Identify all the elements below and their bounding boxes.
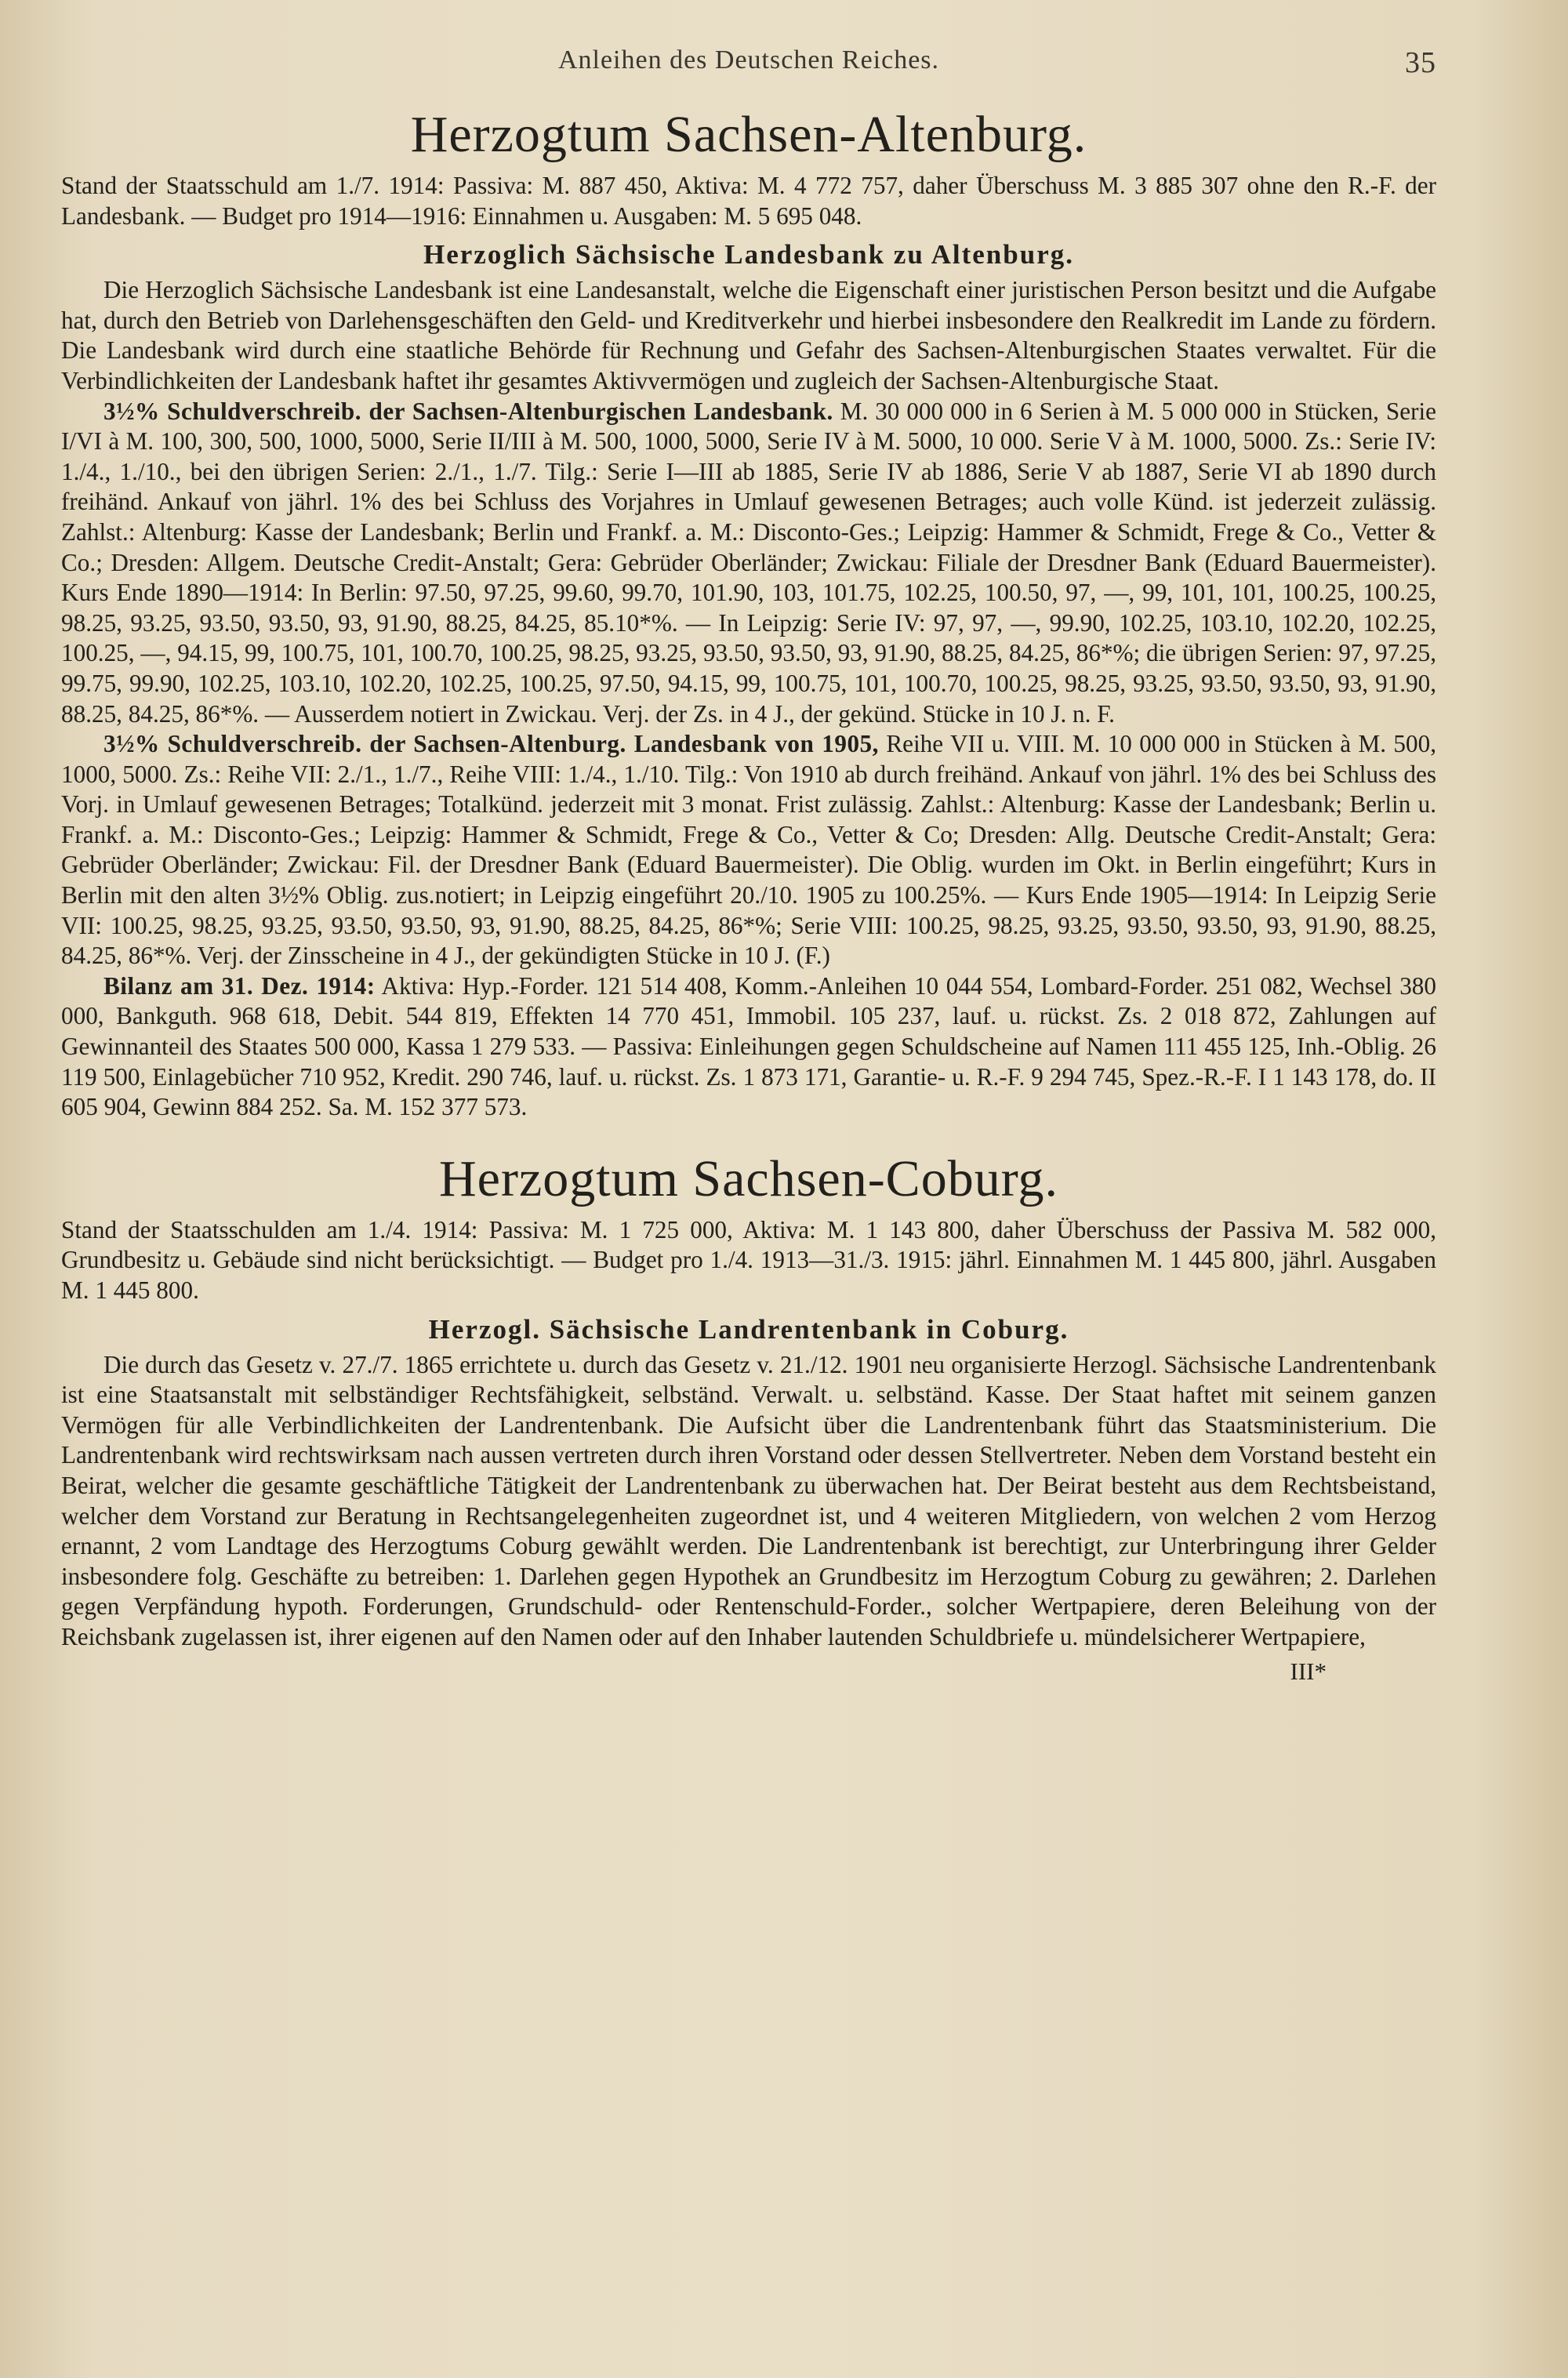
page-number: 35 xyxy=(1405,46,1436,79)
signature-mark: III* xyxy=(1290,1657,1327,1685)
loan-entry-1 xyxy=(61,397,1436,730)
running-head xyxy=(61,45,1436,85)
bank-description-altenburg: Die Herzoglich Sächsische Landesbank ist eine Landesanstalt, welche die Eigenschaft einer juristischen Person besitzt und die Aufgabe hat, durch den Betrieb von Darlehensgeschäften den Geld- und Kreditverkehr und hierbei insbesondere den Realkredit im Lande zu fördern. Die Landesbank wird durch eine staatliche Behörde für Rechnung und Gefahr des Sachsen-Altenburgischen Staates verwaltet. Für die Verbindlichkeiten der Landesbank haftet ihr gesamtes Aktivvermögen und zugleich der Sachsen-Altenburgische Staat. xyxy=(61,276,1436,394)
loan-entry-2 xyxy=(61,729,1436,971)
bank-heading-coburg: Herzogl. Sächsische Landrentenbank in Coburg. xyxy=(428,1313,1069,1345)
bank-description-coburg: Die durch das Gesetz v. 27./7. 1865 errichtete u. durch das Gesetz v. 21./12. 1901 neu organisierte Herzogl. Sächsische Landrentenbank ist eine Staatsanstalt mit selbständiger Rechtsfähigkeit, selbständ. Verwalt. u. selbständ. Kasse. Der Staat haftet mit seinem ganzen Vermögen für alle Verbindlichkeiten der Landrentenbank. Die Aufsicht über die Landrentenbank führt das Staatsministerium. Die Landrentenbank wird rechtswirksam nach aussen vertreten durch ihren Vorstand oder dessen Stellvertreter. Neben dem Vorstand besteht ein Beirat, welcher die gesamte geschäftliche Tätigkeit der Landrentenbank zu überwachen hat. Der Beirat besteht aus dem Rechtsbeistand, welcher dem Vorstand zur Beratung in Rechtsangelegenheiten zugeordnet ist, und 4 weiteren Mitgliedern, von welchen 2 vom Herzog ernannt, 2 vom Landtage des Herzogtums Coburg gewählt werden. Die Landrentenbank ist berechtigt, zur Unterbringung ihrer Gelder insbesondere folg. Geschäfte zu betreiben: 1. Darlehen gegen Hypothek an Grundbesitz im Herzogtum Coburg zu gewähren; 2. Darlehen gegen Verpfändung hypoth. Forderungen, Grundschuld- oder Rentenschuld-Forder., solcher Wertpapiere, deren Beleihung von der Reichsbank zugelassen ist, ihrer eigenen auf den Namen oder auf den Inhaber lautenden Schuldbriefe u. mündelsicherer Wertpapiere, xyxy=(61,1350,1436,1650)
balance-entry-title: Bilanz am 31. Dez. 1914: xyxy=(103,971,376,1000)
running-title: Anleihen des Deutschen Reiches. xyxy=(557,45,940,74)
loan-entry-2-title: 3½% Schuldverschreib. der Sachsen-Altenburg. Landesbank von 1905, xyxy=(103,730,879,758)
bank-heading-altenburg: Herzoglich Sächsische Landesbank zu Altenburg. xyxy=(423,239,1074,270)
section-title-coburg: Herzogtum Sachsen-Coburg. xyxy=(439,1149,1058,1207)
loan-entry-1-text: M. 30 000 000 in 6 Serien à M. 5 000 000 in Stücken, Serie I/VI à M. 100, 300, 500, 1000, 5000, Serie II/III à M. 500, 1000, 5000, Serie IV à M. 5000, 10 000. Serie V à M. 1000, 5000. Zs.: Serie IV: 1./4., 1./10., bei den übrigen Serien: 2./1., 1./7. Tilg.: Serie I—III ab 1885, Serie IV ab 1886, Serie V ab 1887, Serie VI ab 1890 durch freihänd. Ankauf von jährl. 1% des bei Schluss des Vorjahres in Umlauf gewesenen Betrages; auch volle Künd. ist jederzeit zulässig. Zahlst.: Altenburg: Kasse der Landesbank; Berlin und Frankf. a. M.: Disconto-Ges.; Leipzig: Hammer & Schmidt, Frege & Co., Vetter & Co.; Dresden: Allgem. Deutsche Credit-Anstalt; Gera: Gebrüder Oberländer; Zwickau: Filiale der Dresdner Bank (Eduard Bauermeister). Kurs Ende 1890—1914: In Berlin: 97.50, 97.25, 99.60, 99.70, 101.90, 103, 101.75, 102.25, 100.50, 97, —, 99, 101, 101, 100.25, 100.25, 98.25, 93.25, 93.50, 93.50, 93, 91.90, 88.25, 84.25, 85.10*%. — In Leipzig: Serie IV: 97, 97, —, 99.90, 102.25, 103.10, 102.20, 102.25, 100.25, —, 94.15, 99, 100.75, 101, 100.70, 100.25, 98.25, 93.25, 93.50, 93.50, 93, 91.90, 88.25, 84.25, 86*%; die übrigen Serien: 97, 97.25, 99.75, 99.90, 102.25, 103.10, 102.20, 102.25, 100.25, 97.50, 94.15, 99, 100.75, 101, 100.70, 100.25, 98.25, 93.25, 93.50, 93.50, 93, 91.90, 88.25, 84.25, 86*%. — Ausserdem notiert in Zwickau. Verj. der Zs. in 4 J., der gekünd. Stücke in 10 J. n. F. xyxy=(61,397,1436,728)
section-title-altenburg: Herzogtum Sachsen-Altenburg. xyxy=(410,106,1087,163)
debt-status-altenburg: Stand der Staatsschuld am 1./7. 1914: Passiva: M. 887 450, Aktiva: M. 4 772 757, daher Überschuss M. 3 885 307 ohne den R.-F. der Landesbank. — Budget pro 1914—1916: Einnahmen u. Ausgaben: M. 5 695 048. xyxy=(61,172,1436,230)
loan-entry-2-text: Reihe VII u. VIII. M. 10 000 000 in Stücken à M. 500, 1000, 5000. Zs.: Reihe VII: 2./1., 1./7., Reihe VIII: 1./4., 1./10. Tilg.: Von 1910 ab durch freihänd. Ankauf von jährl. 1% des bei Schluss des Vorj. in Umlauf gewesenen Betrages; Totalkünd. jederzeit mit 3 monat. Frist zulässig. Zahlst.: Altenburg: Kasse der Landesbank; Berlin u. Frankf. a. M.: Disconto-Ges.; Leipzig: Hammer & Schmidt, Frege & Co., Vetter & Co; Dresden: Allg. Deutsche Credit-Anstalt; Gera: Gebrüder Oberländer; Zwickau: Fil. der Dresdner Bank (Eduard Bauermeister). Die Oblig. wurden im Okt. in Berlin eingeführt; Kurs in Berlin mit den alten 3½% Oblig. zus.notiert; in Leipzig eingeführt 20./10. 1905 zu 100.25%. — Kurs Ende 1905—1914: In Leipzig Serie VII: 100.25, 98.25, 93.25, 93.50, 93.50, 93, 91.90, 88.25, 84.25, 86*%; Serie VIII: 100.25, 98.25, 93.25, 93.50, 93.50, 93, 91.90, 88.25, 84.25, 86*%. Verj. der Zinsscheine in 4 J., der gekündigten Stücke in 10 J. (F.) xyxy=(61,730,1437,970)
loan-entry-1-title: 3½% Schuldverschreib. der Sachsen-Altenburgischen Landesbank. xyxy=(103,397,833,425)
debt-status-coburg: Stand der Staatsschulden am 1./4. 1914: Passiva: M. 1 725 000, Aktiva: M. 1 143 800, daher Überschuss der Passiva M. 582 000, Grundbesitz u. Gebäude sind nicht berücksichtigt. — Budget pro 1./4. 1913—31./3. 1915: jährl. Einnahmen M. 1 445 800, jährl. Ausgaben M. 1 445 800. xyxy=(61,1215,1436,1304)
balance-entry-text: Aktiva: Hyp.-Forder. 121 514 408, Komm.-Anleihen 10 044 554, Lombard-Forder. 251 082, Wechsel 380 000, Bankguth. 968 618, Debit. 544 819, Effekten 14 770 451, Immobil. 105 237, lauf. u. rückst. Zs. 2 018 872, Zahlungen auf Gewinnanteil des Staates 500 000, Kassa 1 279 533. — Passiva: Einleihungen gegen Schuldscheine auf Namen 111 455 125, Inh.-Oblig. 26 119 500, Einlagebücher 710 952, Kredit. 290 746, lauf. u. rückst. Zs. 1 873 171, Garantie- u. R.-F. 9 294 745, Spez.-R.-F. I 1 143 178, do. II 605 904, Gewinn 884 252. Sa. M. 152 377 573. xyxy=(61,971,1436,1121)
balance-entry xyxy=(61,971,1436,1123)
